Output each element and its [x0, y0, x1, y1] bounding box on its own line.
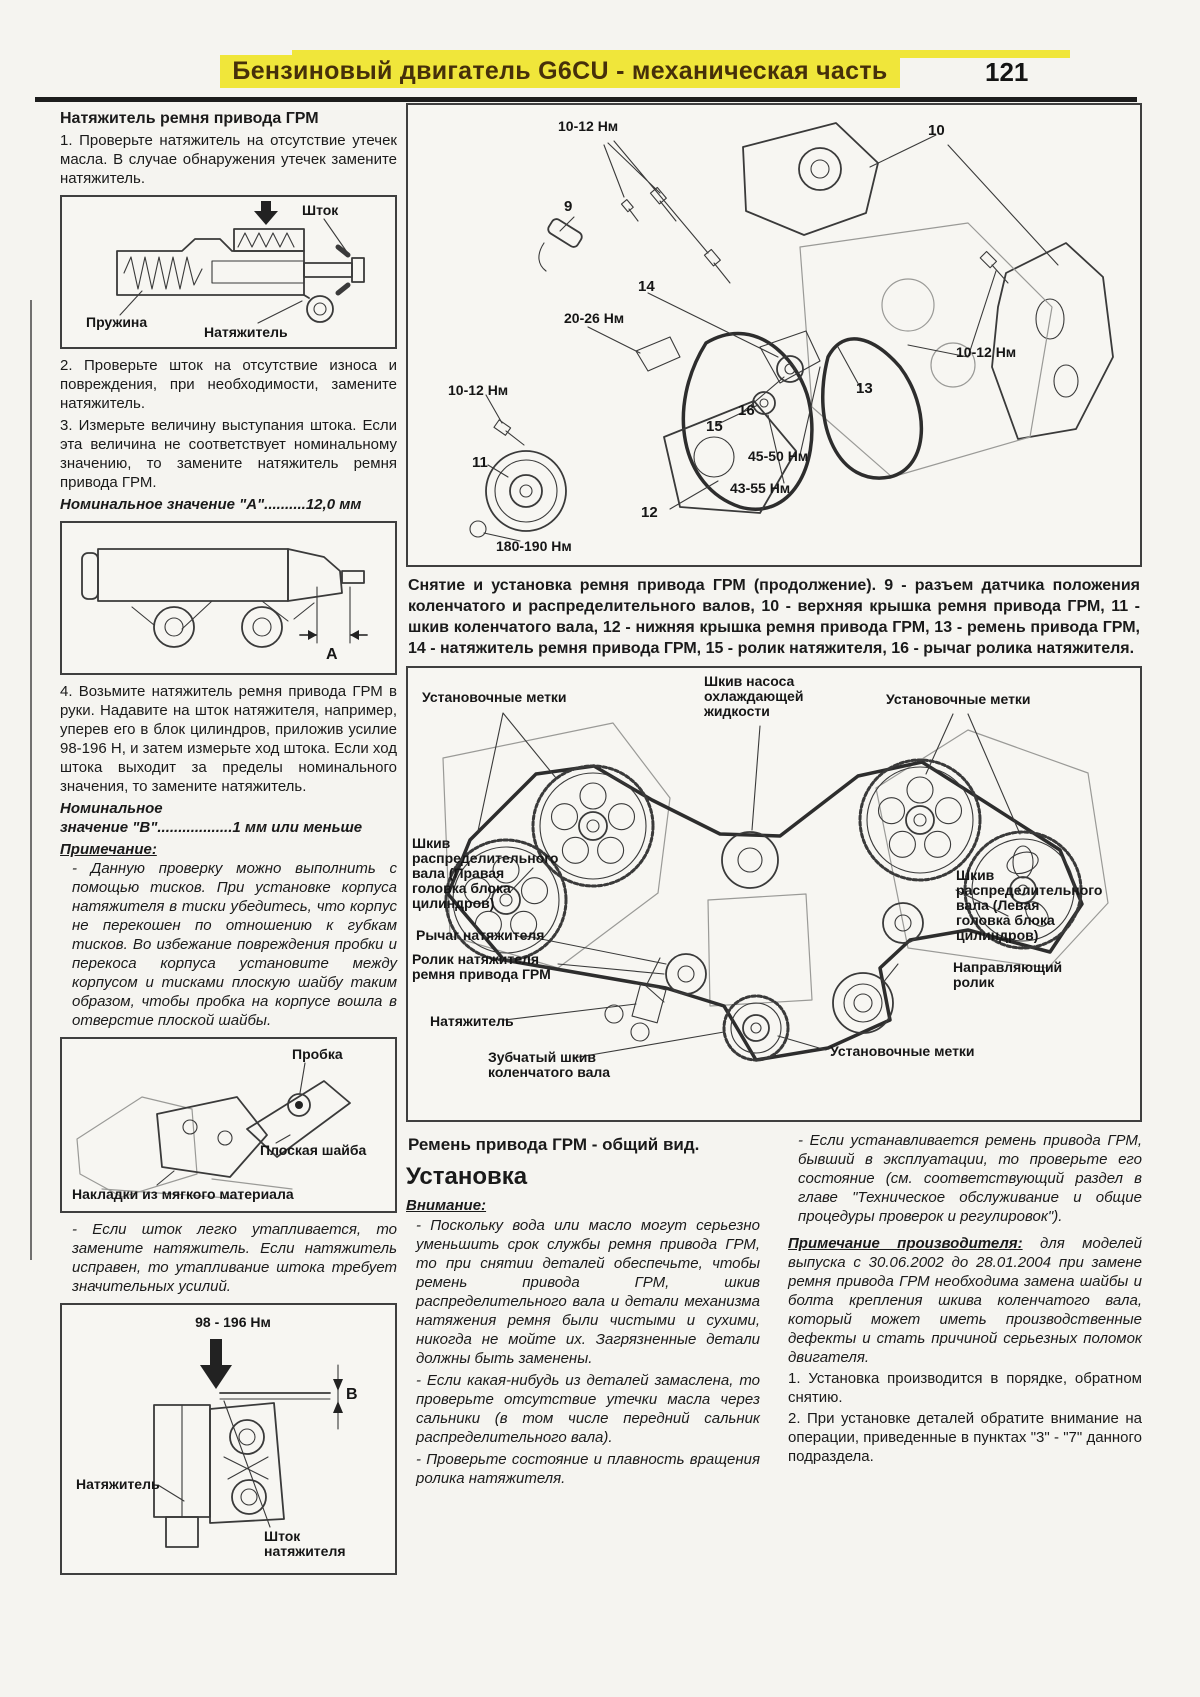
- figure-tensioner-cross-section: [60, 195, 397, 349]
- torque-label-right: 10-12 Нм: [956, 344, 1017, 360]
- step-4: 4. Возьмите натяжитель ремня привода ГРМ в руки. Надавите на шток натяжителя, например, уперев его в блок цилиндров, приложив усилие 98-196 Н, и затем измерьте ход штока. Если ход штока выходит за пределы номинального значения, то замените натяжитель.: [60, 683, 397, 795]
- part-number-10: 10: [928, 122, 945, 139]
- warning-item-2: - Если какая-нибудь из деталей замаслена, то проверьте отсутствие утечки масла через сальники (в том числе передний сальник распределительного вала).: [416, 1372, 760, 1446]
- part-number-12: 12: [641, 504, 658, 521]
- install-note-used-belt: - Если устанавливается ремень привода ГРМ, бывший в эксплуатации, то проверьте его состояние (см. соответствующий раздел в главе "Техническое обслуживание и общие процедуры проверок и регулировок").: [798, 1132, 1142, 1225]
- warning-label: Внимание:: [406, 1197, 487, 1214]
- tensioner-side-view-drawing: [62, 523, 395, 673]
- bottom-text-section: [406, 1129, 1142, 1491]
- label-tensioner-lever: Рычаг натяжителя: [416, 927, 545, 943]
- page-number: 121: [985, 57, 1029, 87]
- label-spring: Пружина: [86, 314, 148, 330]
- label-tensioner: Натяжитель: [430, 1013, 514, 1029]
- figure-tensioner-side-view: [60, 521, 397, 675]
- label-dimension-b: B: [346, 1386, 358, 1403]
- label-crankshaft-sprocket: Зубчатый шкив коленчатого вала: [488, 1049, 611, 1080]
- install-step-2: 2. При установке деталей обратите внимание на операции, приведенные в пунктах "3" - "7" данного подраздела.: [788, 1410, 1142, 1465]
- figure-exploded-view: [406, 103, 1142, 567]
- label-rod: Шток: [302, 202, 339, 218]
- step-2: 2. Проверьте шток на отсутствие износа и повреждения, при необходимости, замените натяжитель.: [60, 357, 397, 412]
- spec-value-a: Номинальное значение "А"..........12,0 мм: [60, 496, 362, 513]
- left-column: [60, 110, 397, 1582]
- figure-5-caption: Снятие и установка ремня привода ГРМ (продолжение). 9 - разъем датчика положения коленчатого и распределительного валов, 10 - верхняя крышка ремня привода ГРМ, 11 - шкив коленчатого вала, 12 - нижняя крышка ремня привода ГРМ, 13 - ремень привода ГРМ, 14 - натяжитель ремня привода ГРМ, 15 - ролик натяжителя, 16 - рычаг ролика натяжителя.: [408, 577, 1140, 657]
- part-number-16: 16: [738, 402, 755, 419]
- note-item-1: - Данную проверку можно выполнить с помощью тисков. При установке корпуса натяжителя в тиски убедитесь, что корпус не перекошен по отношению к губкам тисков. Во избежание повреждения пробки и перекоса корпуса установите между корпусом и тисками плоскую шайбу таким образом, чтобы пробка на корпусе вошла в отверстие плоской шайбы.: [72, 860, 397, 1029]
- section-heading: Натяжитель ремня привода ГРМ: [60, 110, 319, 127]
- figure-stroke-measurement: [60, 1303, 397, 1575]
- torque-label-top: 10-12 Нм: [558, 118, 619, 134]
- manufacturer-note: [788, 1234, 1142, 1367]
- label-timing-marks-bottom: Установочные метки: [830, 1043, 975, 1059]
- part-number-14: 14: [638, 278, 655, 295]
- torque-label-45-50: 45-50 Нм: [748, 448, 809, 464]
- figure-vise-setup: [60, 1037, 397, 1213]
- exploded-view-drawing: [408, 105, 1140, 565]
- label-soft-pads: Накладки из мягкого материала: [72, 1186, 294, 1202]
- spec-value-b-line1: Номинальное: [60, 800, 163, 817]
- label-timing-marks-left: Установочные метки: [422, 689, 567, 705]
- manufacturer-note-label: Примечание производителя:: [788, 1235, 1023, 1252]
- label-guide-roller: Направляющий ролик: [953, 959, 1063, 990]
- part-number-15: 15: [706, 418, 723, 435]
- figure-6-caption: Ремень привода ГРМ - общий вид.: [408, 1135, 700, 1154]
- label-coolant-pump-pulley: Шкив насоса охлаждающей жидкости: [704, 673, 804, 719]
- manufacturer-note-text: для моделей выпуска с 30.06.2002 до 28.01.2004 при замене ремня привода ГРМ необходима замена шайбы и болта крепления шкива коленчатого вала, который может иметь производственные дефекты и стать причиной серьезных поломок двигателя.: [788, 1235, 1142, 1366]
- label-tensioner-rod: Шток натяжителя: [264, 1528, 346, 1559]
- part-number-11: 11: [472, 454, 488, 471]
- scan-edge-artifact: [30, 300, 32, 1260]
- page-title-text: Бензиновый двигатель G6CU - механическая часть: [220, 55, 899, 88]
- label-plug: Пробка: [292, 1046, 343, 1062]
- label-tensioner: Натяжитель: [204, 324, 288, 340]
- label-flat-washer: Плоская шайба: [260, 1142, 367, 1158]
- label-camshaft-sprocket-left-head: Шкив распределительного вала (Левая головка блока цилиндров): [956, 867, 1103, 943]
- part-number-13: 13: [856, 380, 873, 397]
- label-timing-marks-right: Установочные метки: [886, 691, 1031, 707]
- figure-belt-general-view: [406, 666, 1142, 1122]
- label-dimension-a: A: [326, 646, 338, 663]
- spec-value-b-line2: значение "В"..................1 мм или меньше: [60, 819, 363, 836]
- right-column: [406, 103, 1142, 1491]
- note-item-2: - Если шток легко утапливается, то замените натяжитель. Если натяжитель исправен, то утапливание штока требует значительных усилий.: [72, 1221, 397, 1295]
- page-title: [150, 57, 970, 86]
- bottom-left-subcolumn: [406, 1129, 760, 1491]
- part-number-9: 9: [564, 198, 573, 215]
- label-tensioner: Натяжитель: [76, 1476, 160, 1492]
- torque-label-20-26: 20-26 Нм: [564, 310, 625, 326]
- torque-label-180-190: 180-190 Нм: [496, 538, 572, 554]
- label-tensioner-roller: Ролик натяжителя ремня привода ГРМ: [412, 951, 551, 982]
- warning-item-3: - Проверьте состояние и плавность вращения ролика натяжителя.: [416, 1451, 760, 1487]
- label-force: 98 - 196 Нм: [195, 1314, 271, 1330]
- step-1: 1. Проверьте натяжитель на отсутствие утечек масла. В случае обнаружения утечек замените натяжитель.: [60, 132, 397, 187]
- warning-item-1: - Поскольку вода или масло могут серьезно уменьшить срок службы ремня привода ГРМ, то при снятии деталей обеспечьте, чтобы ремень привода ГРМ, шкив распределительного вала и детали механизма натяжения ремня были чистыми и сухими, никогда не мойте их. Загрязненные детали должны быть заменены.: [416, 1217, 760, 1367]
- note-label: Примечание:: [60, 841, 157, 858]
- label-camshaft-sprocket-right-head: Шкив распределительного вала (Правая головка блока цилиндров): [412, 835, 559, 911]
- step-3: 3. Измерьте величину выступания штока. Если эта величина не соответствует номинальному значению, то замените натяжитель ремня привода ГРМ.: [60, 417, 397, 491]
- install-step-1: 1. Установка производится в порядке, обратном снятию.: [788, 1370, 1142, 1406]
- header-rule: [35, 97, 1137, 102]
- bottom-right-subcolumn: [788, 1129, 1142, 1491]
- install-heading: Установка: [406, 1163, 528, 1190]
- torque-label-left: 10-12 Нм: [448, 382, 509, 398]
- torque-label-43-55: 43-55 Нм: [730, 480, 791, 496]
